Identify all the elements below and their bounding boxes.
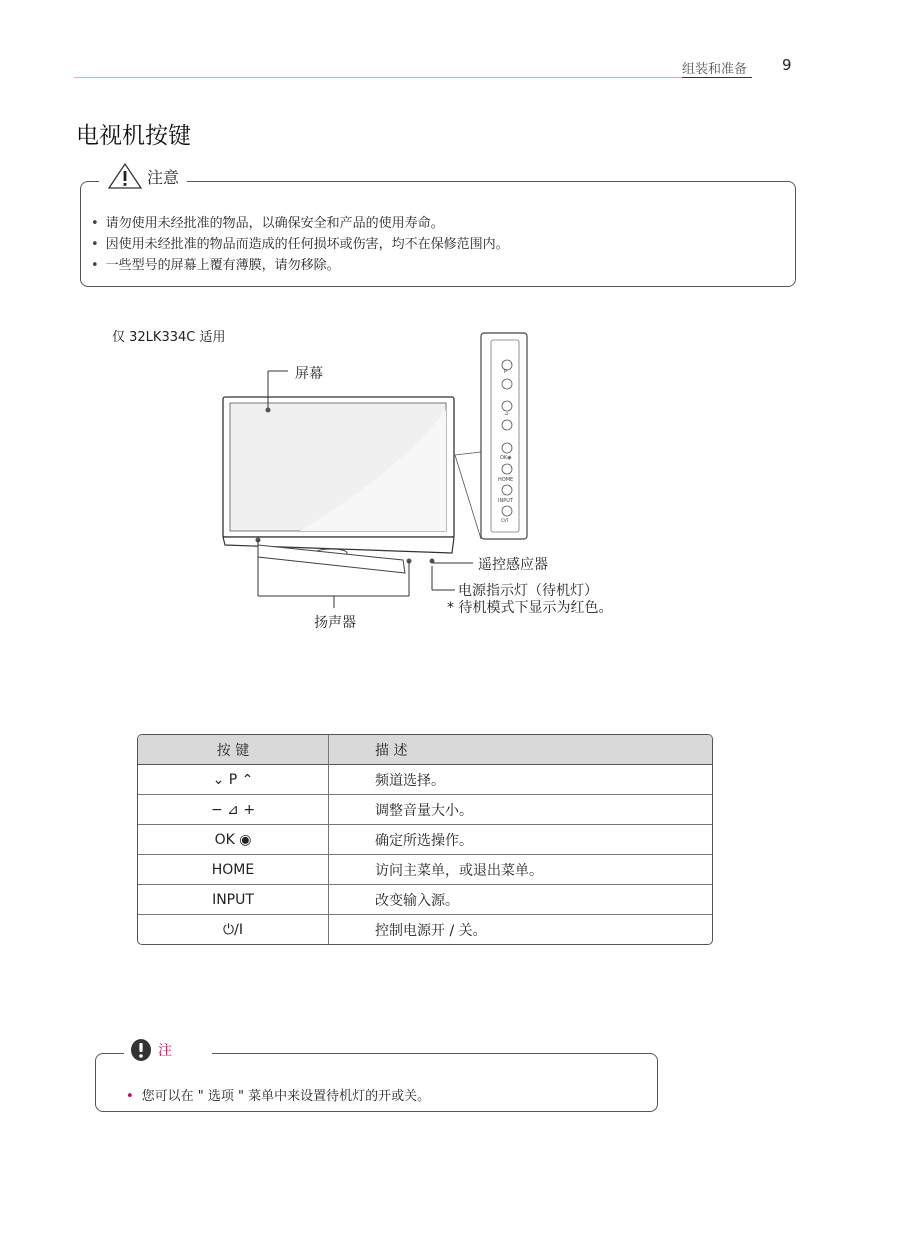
panel-home-button bbox=[502, 464, 512, 474]
table-row bbox=[138, 855, 712, 885]
key-cell: ⏻/I bbox=[138, 915, 329, 944]
running-header: 组装和准备 bbox=[682, 62, 748, 77]
key-cell: ⌄ P ⌃ bbox=[138, 765, 329, 795]
desc-cell: 控制电源开 / 关。 bbox=[375, 922, 487, 939]
panel-label-ok: OK◉ bbox=[500, 455, 512, 461]
exclamation-circle-icon bbox=[130, 1038, 152, 1062]
table-row bbox=[138, 765, 712, 795]
panel-label-power: ⏻/I bbox=[501, 518, 509, 524]
panel-label-home: HOME bbox=[498, 477, 514, 483]
caution-item: • 因使用未经批准的物品而造成的任何损坏或伤害，均不在保修范围内。 bbox=[91, 234, 509, 255]
key-cell: OK ◉ bbox=[138, 825, 329, 855]
note-bullet: • bbox=[126, 1089, 134, 1104]
page-number: 9 bbox=[782, 56, 792, 74]
page-title: 电视机按键 bbox=[76, 123, 191, 149]
caution-label: 注意 bbox=[147, 167, 180, 187]
desc-cell: 频道选择。 bbox=[329, 765, 712, 795]
table-row bbox=[138, 915, 712, 944]
desc-cell: 访问主菜单，或退出菜单。 bbox=[329, 855, 712, 885]
panel-label-vol: ⊿ bbox=[504, 411, 509, 417]
desc-cell: 调整音量大小。 bbox=[329, 795, 712, 825]
note-item bbox=[126, 1085, 430, 1104]
table-row bbox=[138, 825, 712, 855]
panel-vol-up-button bbox=[502, 401, 512, 411]
power-indicator-label: 电源指示灯（待机灯） bbox=[458, 583, 598, 599]
panel-ok-button bbox=[502, 443, 512, 453]
note-label: 注 bbox=[158, 1043, 172, 1059]
caution-item: • 一些型号的屏幕上覆有薄膜，请勿移除。 bbox=[91, 255, 509, 276]
table-header-key: 按 键 bbox=[138, 735, 329, 765]
table-row bbox=[138, 885, 712, 915]
table-header-row bbox=[138, 735, 712, 765]
panel-ch-down-button bbox=[502, 379, 512, 389]
remote-sensor-label: 遥控感应器 bbox=[478, 557, 548, 573]
table-row bbox=[138, 795, 712, 825]
caution-item: • 请勿使用未经批准的物品，以确保安全和产品的使用寿命。 bbox=[91, 213, 509, 234]
power-indicator-note: * 待机模式下显示为红色。 bbox=[447, 600, 613, 616]
key-cell: INPUT bbox=[138, 885, 329, 915]
panel-power-button bbox=[502, 506, 512, 516]
desc-cell: 改变输入源。 bbox=[329, 885, 712, 915]
key-cell: − ⊿ + bbox=[138, 795, 329, 825]
screen-label: 屏幕 bbox=[295, 366, 323, 382]
panel-input-button bbox=[502, 485, 512, 495]
note-box bbox=[95, 1043, 658, 1112]
desc-cell: 确定所选操作。 bbox=[329, 825, 712, 855]
key-table bbox=[137, 734, 713, 945]
panel-vol-down-button bbox=[502, 420, 512, 430]
note-text: 您可以在 " 选项 " 菜单中来设置待机灯的开或关。 bbox=[141, 1089, 431, 1104]
key-cell: HOME bbox=[138, 855, 329, 885]
speaker-label: 扬声器 bbox=[314, 615, 356, 631]
model-note: 仅 32LK334C 适用 bbox=[112, 330, 226, 345]
panel-label-input: INPUT bbox=[498, 498, 513, 504]
panel-label-p: P bbox=[504, 369, 508, 375]
table-header-desc: 描 述 bbox=[329, 735, 712, 765]
note-header bbox=[124, 1038, 212, 1062]
